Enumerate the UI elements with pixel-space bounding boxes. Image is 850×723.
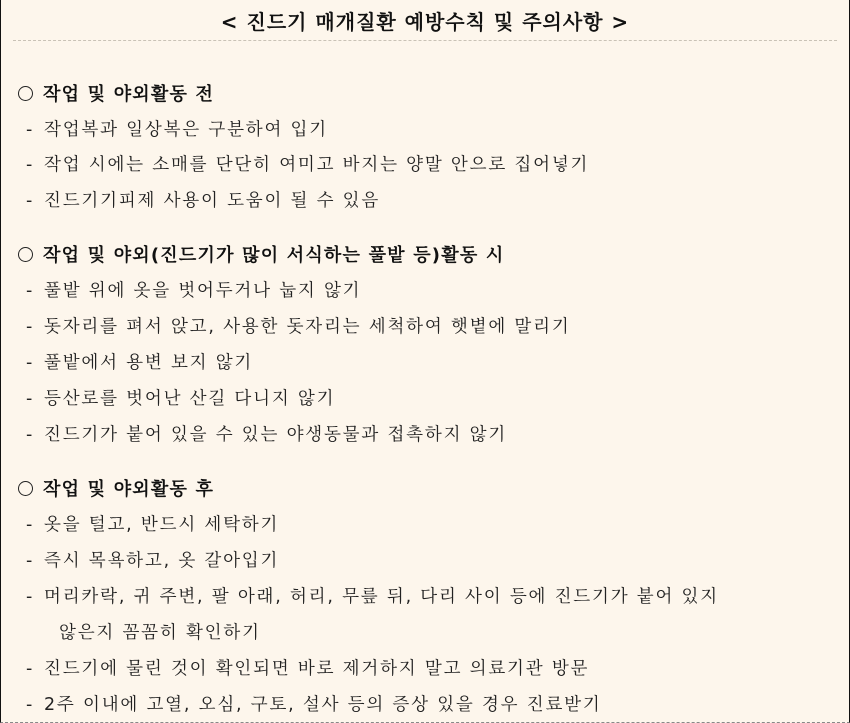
list-item: - 2주 이내에 고열, 오심, 구토, 설사 등의 증상 있을 경우 진료받기 — [26, 695, 602, 715]
list-item-continuation: 않은지 꼼꼼히 확인하기 — [59, 623, 261, 643]
list-item: - 진드기에 물린 것이 확인되면 바로 제거하지 말고 의료기관 방문 — [26, 659, 590, 679]
list-item: - 등산로를 벗어난 산길 다니지 않기 — [26, 389, 336, 409]
dash-bullet: - — [26, 155, 35, 175]
section-heading-during: 작업 및 야외(진드기가 많이 서식하는 풀밭 등)활동 시 — [1, 241, 504, 267]
section-heading-before: 작업 및 야외활동 전 — [1, 80, 214, 106]
list-item: - 머리카락, 귀 주변, 팔 아래, 허리, 무릎 뒤, 다리 사이 등에 진드기가 붙어 있지 — [26, 587, 719, 607]
list-item: - 진드기기피제 사용이 도움이 될 수 있음 — [26, 191, 381, 211]
dash-bullet: - — [26, 551, 35, 571]
circle-bullet-icon — [18, 481, 33, 496]
dash-bullet: - — [26, 281, 35, 301]
list-item: - 풀밭 위에 옷을 벗어두거나 눕지 않기 — [26, 281, 362, 301]
dash-bullet: - — [26, 695, 35, 715]
dash-bullet: - — [26, 425, 35, 445]
dash-bullet: - — [26, 191, 35, 211]
circle-bullet-icon — [18, 86, 33, 101]
section-heading-after: 작업 및 야외활동 후 — [1, 475, 214, 501]
dash-bullet: - — [26, 659, 35, 679]
circle-bullet-icon — [18, 247, 33, 262]
dash-bullet: - — [26, 317, 35, 337]
list-item: - 작업 시에는 소매를 단단히 여미고 바지는 양말 안으로 집어넣기 — [26, 155, 590, 175]
list-item: - 진드기가 붙어 있을 수 있는 야생동물과 접촉하지 않기 — [26, 425, 508, 445]
list-item: - 돗자리를 펴서 앉고, 사용한 돗자리는 세척하여 햇볕에 말리기 — [26, 317, 571, 337]
page-title: < 진드기 매개질환 예방수칙 및 주의사항 > — [220, 10, 630, 34]
list-item: - 작업복과 일상복은 구분하여 입기 — [26, 120, 328, 140]
dash-bullet: - — [26, 389, 35, 409]
dash-bullet: - — [26, 587, 35, 607]
dash-bullet: - — [26, 515, 35, 535]
list-item: - 즉시 목욕하고, 옷 갈아입기 — [26, 551, 280, 571]
dash-bullet: - — [26, 353, 35, 373]
title-divider — [13, 40, 837, 41]
list-item: - 풀밭에서 용변 보지 않기 — [26, 353, 254, 373]
dash-bullet: - — [26, 120, 35, 140]
list-item: - 옷을 털고, 반드시 세탁하기 — [26, 515, 280, 535]
